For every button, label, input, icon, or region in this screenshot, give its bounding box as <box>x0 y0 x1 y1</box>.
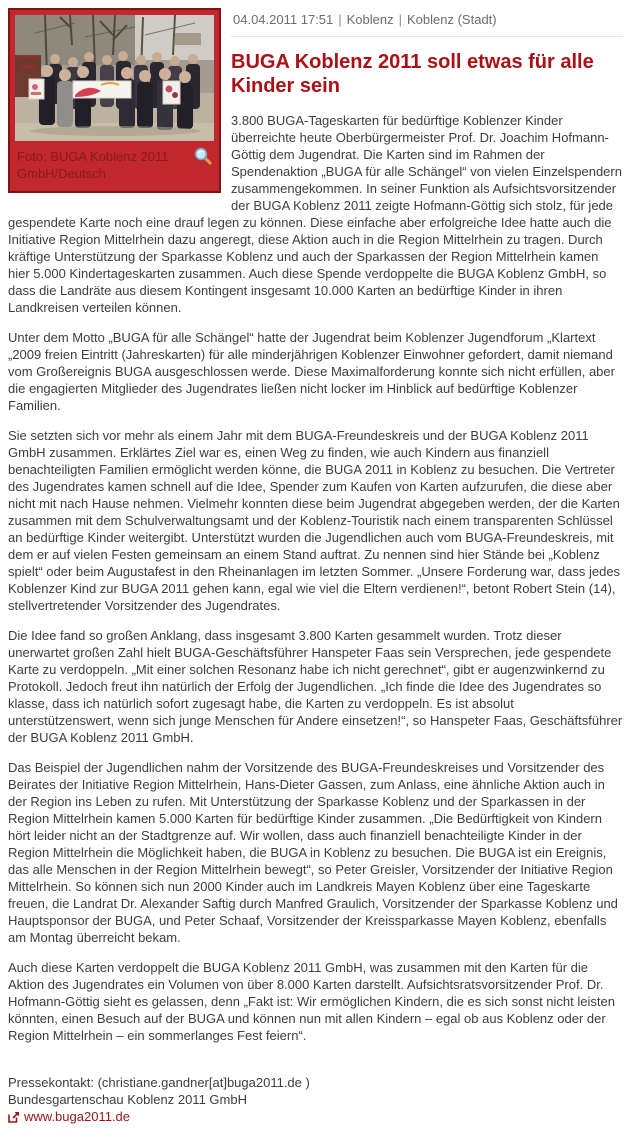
company-line: Bundesgartenschau Koblenz 2011 GmbH <box>8 1092 247 1107</box>
article-paragraph: Die Idee fand so großen Anklang, dass insgesamt 3.800 Karten gesammelt wurden. Trotz dieser unerwartet großen Zahl hielt BUGA-Geschäftsführer Hanspeter Faas sein Versprechen, jede gespendete Karte zu verdoppeln. „Mit einer solchen Resonanz habe ich nicht gerechnet“, gibt er augenzwinkernd zu Protokoll. Jedoch freut ihn natürlich der Erfolg der Jugendlichen. „Ich finde die Idee des Jugendrates so klasse, dass ich natürlich sofort zugesagt habe, die Karten zu verdoppeln. Es ist absolut unterstützenswert, wenn sich junge Menschen für Andere einsetzen!“, so Hanspeter Faas, Geschäftsführer der BUGA Koblenz 2011 GmbH. <box>8 628 623 745</box>
press-contact-block <box>8 1074 623 1127</box>
article-photo-figure <box>8 8 221 193</box>
article-subregion: Koblenz (Stadt) <box>407 12 497 27</box>
website-link[interactable] <box>8 1108 130 1125</box>
group-photo-illustration <box>15 15 214 141</box>
article-paragraph: Sie setzten sich vor mehr als einem Jahr mit dem BUGA-Freundeskreis und der BUGA Koblenz 2011 GmbH zusammen. Erklärtes Ziel war es, einen Weg zu finden, wie auch Kindern aus finanziell benachteiligten Familien ermöglicht werden könne, die BUGA 2011 in Koblenz zu besuchen. Die Vertreter des Jugendrates kamen schnell auf die Idee, Spender zum Kaufen von Karten aufzurufen, die diese aber nicht mit nach Hause nehmen. Vielmehr konnten diese beim Jugendrat abgegeben werden, der die Karten zusammen mit dem Schulverwaltungsamt und der Koblenz-Touristik nach einem transparenten Schlüssel an bedürftige Kinder weitergibt. Unterstützt wurden die Jugendlichen auch vom BUGA-Freundeskreis, mit dem er auf vielen Festen gemeinsam an einem Stand auftrat. Zu nennen sind hier Stände bei „Koblenz spielt“ oder beim Augustafest in den Rheinanlagen im letzten Sommer. „Unsere Forderung war, dass jedes Koblenzer Kind zur BUGA 2011 gehen kann, egal wie viel die Eltern verdienen!“, betont Robert Stein (14), stellvertretender Vorsitzender des Jugendrates. <box>8 428 621 613</box>
article-photo[interactable] <box>15 15 214 141</box>
article-paragraph: Das Beispiel der Jugendlichen nahm der Vorsitzende des BUGA-Freundeskreises und Vorsitzender des Beirates der Initiative Region Mittelrhein, Hans-Dieter Gassen, zum Anlass, eine ähnliche Aktion auch in der Region ins Leben zu rufen. Mit Unterstützung der Sparkasse Koblenz und der Sparkassen in der Region Mittelrhein kamen 5.000 Karten für bedürftige Kinder zusammen. „Die Bedürftigkeit von Kindern hört leider nicht an der Stadtgrenze auf. Wir wollen, dass auch finanziell benachteiligte Kinder in der Region Mittelrhein die Möglichkeit haben, die BUGA in Koblenz zu besuchen. Die BUGA ist ein Ereignis, das alle Menschen in der Region Mittelrhein bewegt“, so Peter Greisler, Vorsitzender der Initiative Region Mittelrhein. So können sich nun 2000 Kinder auch im Landkreis Mayen Koblenz über eine Tageskarte freuen, die Landrat Dr. Alexander Saftig durch Manfred Graulich, Vorsitzender der Sparkasse Koblenz und Hauptsponsor der BUGA, und Peter Schaaf, Vorsitzender der Kreissparkasse Mayen Koblenz, ebenfalls am Montag überreicht bekam. <box>8 760 618 945</box>
press-contact-line: Pressekontakt: (christiane.gandner[at]buga2011.de ) <box>8 1075 310 1090</box>
magnifier-icon[interactable] <box>194 147 212 165</box>
photo-caption-text: Foto: BUGA Koblenz 2011 GmbH/Deutsch <box>17 149 169 181</box>
article-body <box>8 112 623 1044</box>
meta-separator: | <box>338 12 342 27</box>
meta-separator: | <box>398 12 403 27</box>
article-datetime: 04.04.2011 17:51 <box>233 12 334 27</box>
external-link-icon <box>8 1111 20 1123</box>
article-paragraph: 3.800 BUGA-Tageskarten für bedürftige Koblenzer Kinder überreichte heute Oberbürgermeister Prof. Dr. Joachim Hofmann-Göttig dem Jugendrat. Die Karten sind im Rahmen der Spendenaktion „BUGA für alle Schängel“ von vielen Einzelspendern zusammengekommen. In seiner Funktion als Aufsichtsvorsitzender der BUGA Koblenz 2011 zeigte Hofmann-Göttig sich stolz, für jede gespendete Karte noch eine drauf legen zu können. Diese einfache aber erfolgreiche Idee hatte auch die Initiative Region Mittelrhein dazu angeregt, diese Aktion auch in die Region Mittelrhein zu tragen. Durch kräftige Unterstützung der Sparkasse Koblenz und auch der Sparkassen der Region Mittelrhein kamen hier 5.000 Kindertageskarten zusammen. Auch diese Spende verdoppelte die BUGA Koblenz GmbH, so dass die Landräte aus diesem Kontingent insgesamt 10.000 Karten an bedürftige Kinder in ihren Landkreisen verteilen können. <box>8 113 622 315</box>
article-meta <box>231 8 623 37</box>
article-paragraph: Unter dem Motto „BUGA für alle Schängel“ hatte der Jugendrat beim Koblenzer Jugendforum „Klartext „2009 freien Eintritt (Jahreskarten) für alle minderjährigen Koblenzer Einwohner gefordert, damit niemand vom Großereignis BUGA ausgeschlossen werde. Diese Maximalforderung konnte sich nicht erfüllen, aber die engagierten Mitglieder des Jugendrates ließen nicht locker im Hinblick auf bedürftige Koblenzer Familien. <box>8 330 615 413</box>
article-title: BUGA Koblenz 2011 soll etwas für alle Kinder sein <box>231 51 594 97</box>
article-paragraph: Auch diese Karten verdoppelt die BUGA Koblenz 2011 GmbH, was zusammen mit den Karten für die Aktion des Jugendrates ein Volumen von über 8.000 Karten darstellt. Aufsichtsratsvorsitzender Prof. Dr. Hofmann-Göttig sieht es gelassen, denn „Fakt ist: Wir ermöglichen Kindern, die es sich sonst nicht leisten könnten, einen Besuch auf der BUGA und können nun mit allen Kindern – egal ob aus Koblenz oder der Region Mittelrhein – ein sommerlanges Fest feiern“. <box>8 960 615 1043</box>
photo-caption <box>15 141 214 191</box>
website-link-text: www.buga2011.de <box>24 1109 131 1124</box>
article-region: Koblenz <box>346 12 394 27</box>
